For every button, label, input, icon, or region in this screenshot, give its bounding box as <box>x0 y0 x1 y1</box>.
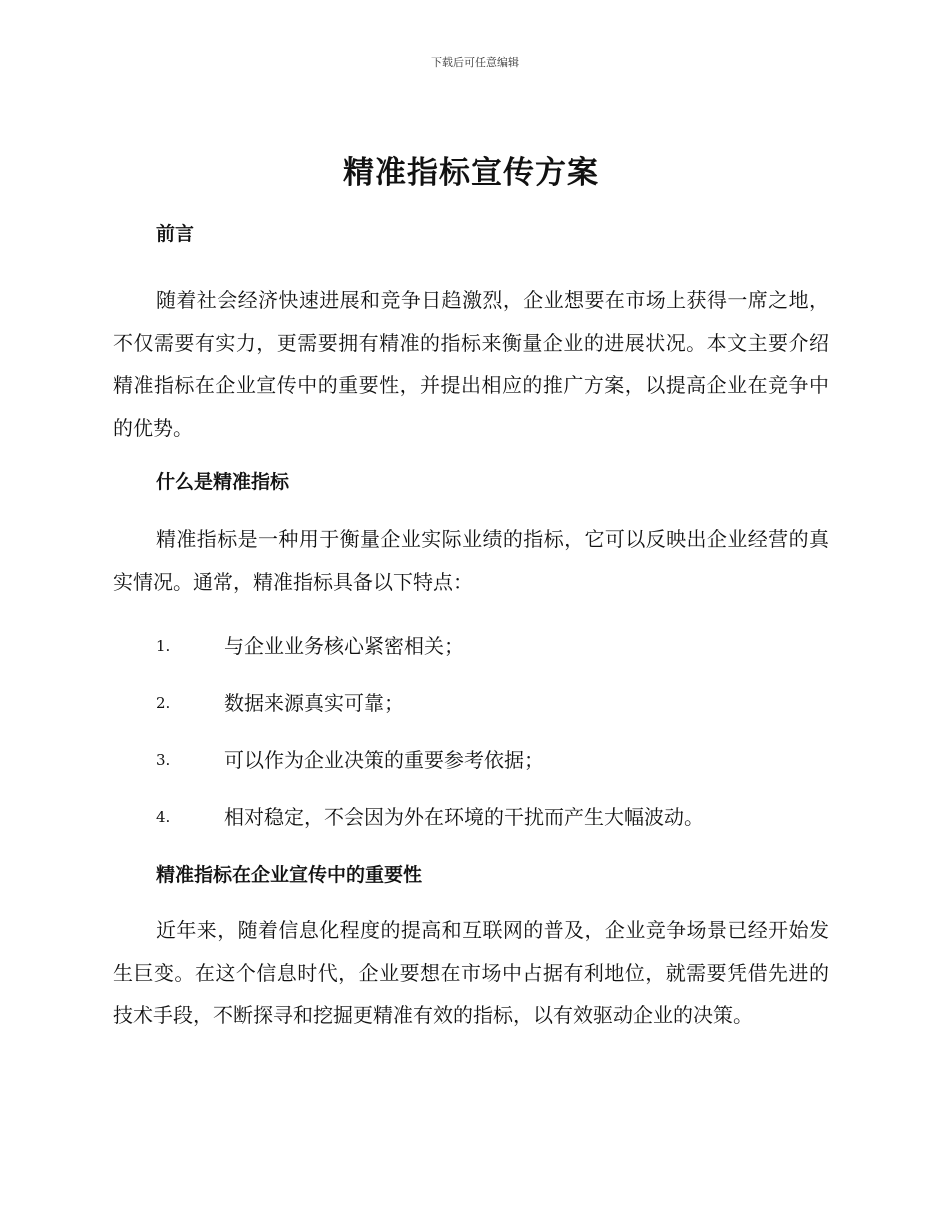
importance-paragraph: 近年来，随着信息化程度的提高和互联网的普及，企业竞争场景已经开始发生巨变。在这个信息时代，企业要想在市场中占据有利地位，就需要凭借先进的技术手段，不断探寻和挖掘更精准有效的指标，以有效驱动企业的决策。 <box>113 918 829 1027</box>
list-item <box>113 682 829 739</box>
list-item <box>113 796 829 853</box>
list-item-number: 2. <box>156 694 171 712</box>
section-heading-preface: 前言 <box>156 223 195 245</box>
list-item-number: 1. <box>156 637 171 655</box>
list-item <box>113 625 829 682</box>
list-item-text: 与企业业务核心紧密相关； <box>224 634 464 658</box>
features-list <box>113 625 829 853</box>
list-item <box>113 739 829 796</box>
list-item-text: 相对稳定，不会因为外在环境的干扰而产生大幅波动。 <box>224 805 704 829</box>
list-item-text: 数据来源真实可靠； <box>224 691 404 715</box>
list-item-number: 3. <box>156 751 171 769</box>
section-heading-importance: 精准指标在企业宣传中的重要性 <box>156 864 423 886</box>
header-note: 下载后可任意编辑 <box>431 56 519 69</box>
preface-paragraph: 随着社会经济快速进展和竞争日趋激烈，企业想要在市场上获得一席之地，不仅需要有实力，更需要拥有精准的指标来衡量企业的进展状况。本文主要介绍精准指标在企业宣传中的重要性，并提出相应的推广方案，以提高企业在竞争中的优势。 <box>113 288 829 440</box>
document-body <box>113 150 829 1037</box>
definition-paragraph: 精准指标是一种用于衡量企业实际业绩的指标，它可以反映出企业经营的真实情况。通常，精准指标具备以下特点： <box>113 527 829 594</box>
list-item-text: 可以作为企业决策的重要参考依据； <box>224 748 544 772</box>
section-heading-definition: 什么是精准指标 <box>156 471 290 493</box>
list-item-number: 4. <box>156 808 171 826</box>
document-title: 精准指标宣传方案 <box>343 155 599 191</box>
